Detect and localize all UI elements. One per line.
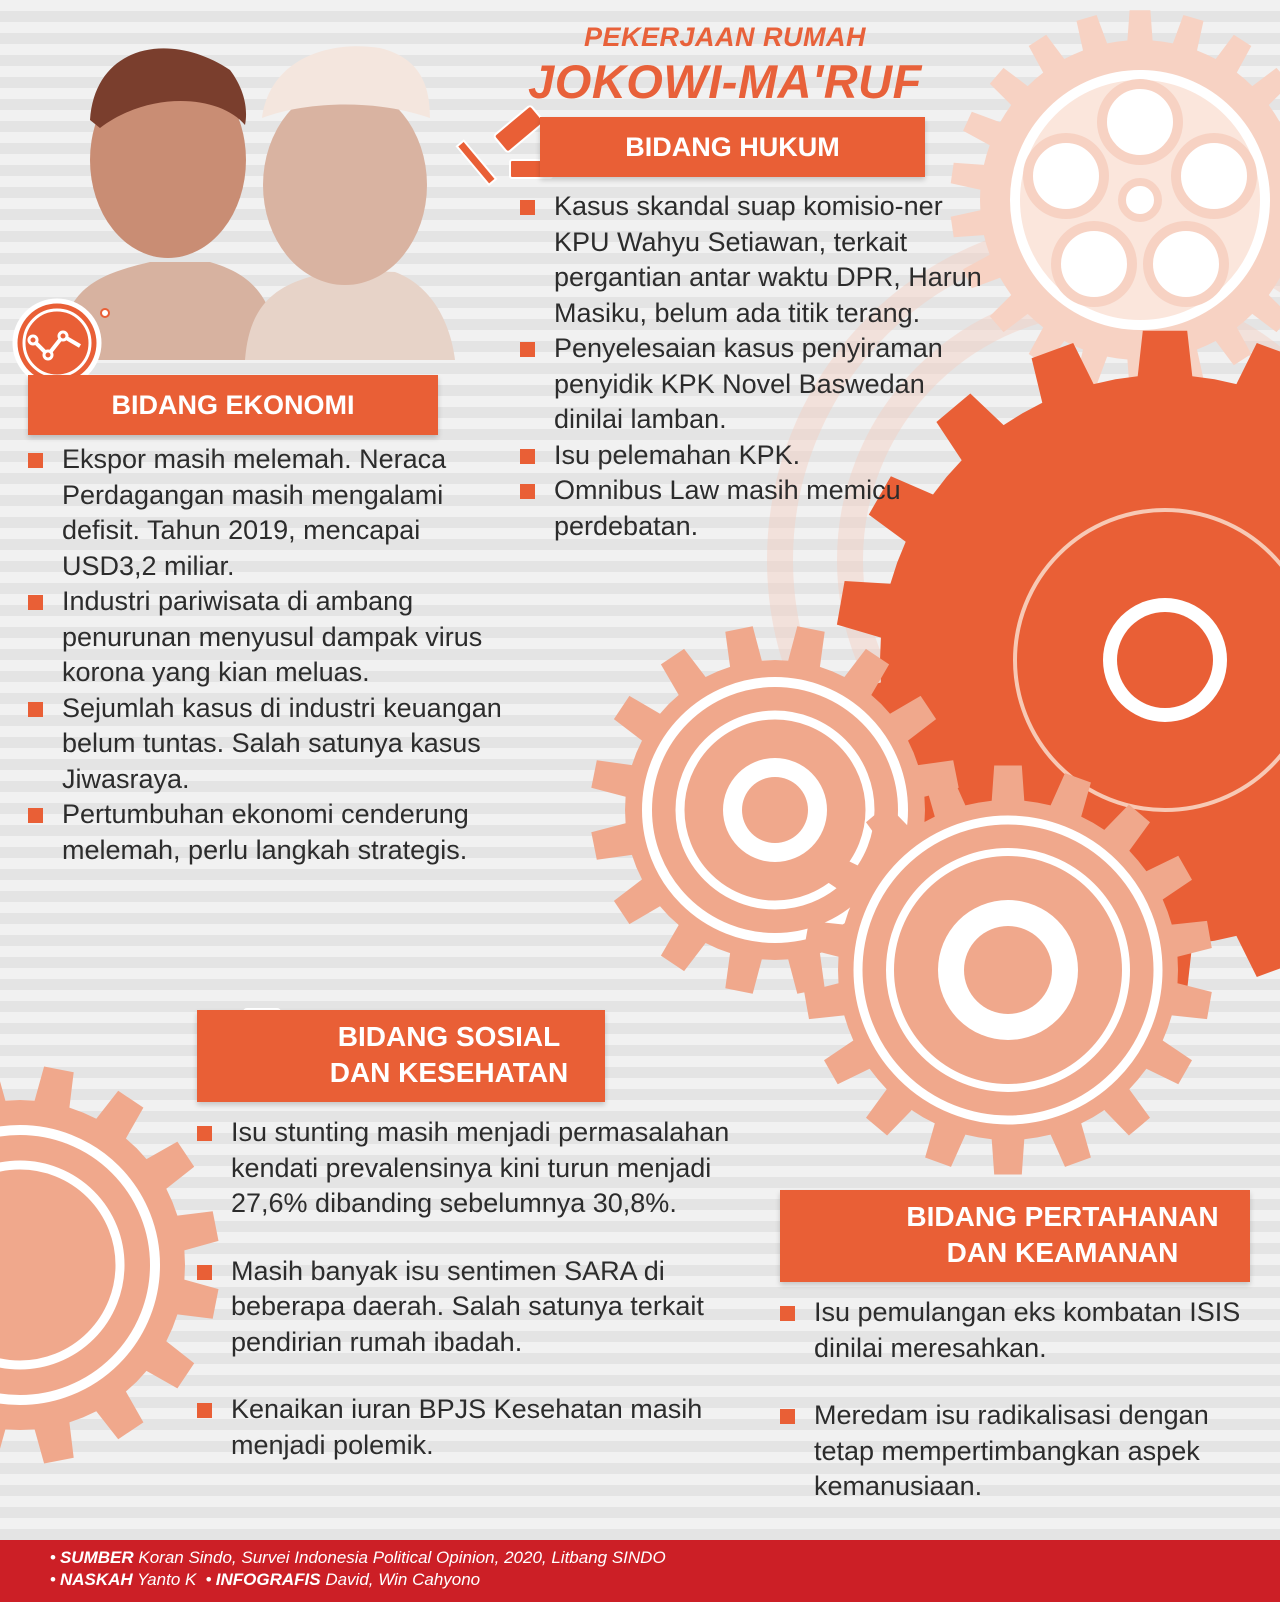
heading-ekonomi-text: BIDANG EKONOMI <box>111 390 355 420</box>
gear-top-hole <box>1122 182 1158 218</box>
list-item: Isu pemulangan eks kombatan ISIS dinilai meresahkan. <box>780 1295 1260 1366</box>
list-item: Penyelesaian kasus penyiraman penyidik KPK Novel Baswedan dinilai lamban. <box>520 331 990 438</box>
list-item: Sejumlah kasus di industri keuangan belum tuntas. Salah satunya kasus Jiwasraya. <box>28 691 503 798</box>
heading-hukum-text: BIDANG HUKUM <box>625 132 840 162</box>
gear-bottom-left <box>0 1067 219 1464</box>
gear-mid-ring <box>742 777 808 843</box>
footer-source-label: SUMBER <box>59 1548 134 1567</box>
list-hukum <box>520 189 990 544</box>
heading-pertahanan-line2: DAN KEAMANAN <box>946 1237 1179 1268</box>
list-item: Kenaikan iuran BPJS Kesehatan masih menjadi polemik. <box>197 1392 737 1463</box>
page-subtitle: PEKERJAAN RUMAH <box>583 22 867 52</box>
list-item: Isu pelemahan KPK. <box>520 438 990 474</box>
list-item: Masih banyak isu sentimen SARA di beberapa daerah. Salah satunya terkait pendirian rumah ibadah. <box>197 1254 737 1361</box>
list-item: Meredam isu radikalisasi dengan tetap mempertimbangkan aspek kemanusiaan. <box>780 1398 1260 1505</box>
heading-sosial-line1: BIDANG SOSIAL <box>337 1021 561 1052</box>
list-item: Kasus skandal suap komisio-ner KPU Wahyu Setiawan, terkait pergantian antar waktu DPR, Harun Masiku, belum ada titik terang. <box>520 189 990 331</box>
list-pertahanan <box>780 1295 1260 1505</box>
gavel-icon <box>457 105 552 185</box>
footer-writer-label: NASKAH <box>59 1570 133 1589</box>
heading-ekonomi <box>28 375 438 435</box>
footer-graphic-label: INFOGRAFIS <box>215 1570 321 1589</box>
list-item: Isu stunting masih menjadi permasalahan kendati prevalensinya kini turun menjadi 27,6% dibanding sebelumnya 30,8%. <box>197 1115 737 1222</box>
heading-sosial-line2: DAN KESEHATAN <box>329 1057 569 1088</box>
gear-top-hole <box>1148 226 1224 302</box>
footer <box>0 1540 1280 1602</box>
footer-source-text: Koran Sindo, Survei Indonesia Political Opinion, 2020, Litbang SINDO <box>138 1548 666 1567</box>
heading-sosial <box>197 1010 605 1102</box>
footer-bullet: • <box>50 1548 56 1567</box>
footer-source <box>50 1548 666 1568</box>
footer-writer-text: Yanto K <box>137 1570 197 1589</box>
list-item: Omnibus Law masih memicu perdebatan. <box>520 473 990 544</box>
page-title: JOKOWI-MA'RUF <box>528 55 922 108</box>
gear-main-ring <box>1117 612 1213 708</box>
heading-pertahanan-line1: BIDANG PERTAHANAN <box>906 1201 1219 1232</box>
list-sosial <box>197 1115 737 1463</box>
gear-top-hole <box>1176 138 1252 214</box>
gear-top-hole <box>1056 226 1132 302</box>
gear-top-hole <box>1028 138 1104 214</box>
heading-pertahanan <box>780 1190 1250 1282</box>
footer-credits <box>50 1570 480 1590</box>
list-item: Pertumbuhan ekonomi cenderung melemah, perlu langkah strategis. <box>28 797 503 868</box>
list-item: Ekspor masih melemah. Neraca Perdagangan masih mengalami defisit. Tahun 2019, mencapai USD3,2 miliar. <box>28 442 503 584</box>
portraits <box>60 46 455 360</box>
heading-hukum <box>540 117 925 177</box>
footer-bullet: • <box>205 1570 212 1589</box>
gear-low-ring <box>964 926 1052 1014</box>
list-ekonomi <box>28 442 503 868</box>
footer-bullet: • <box>50 1570 56 1589</box>
gear-top-hole <box>1102 84 1178 160</box>
list-item: Industri pariwisata di ambang penurunan menyusul dampak virus korona yang kian meluas. <box>28 584 503 691</box>
footer-graphic-text: David, Win Cahyono <box>325 1570 481 1589</box>
